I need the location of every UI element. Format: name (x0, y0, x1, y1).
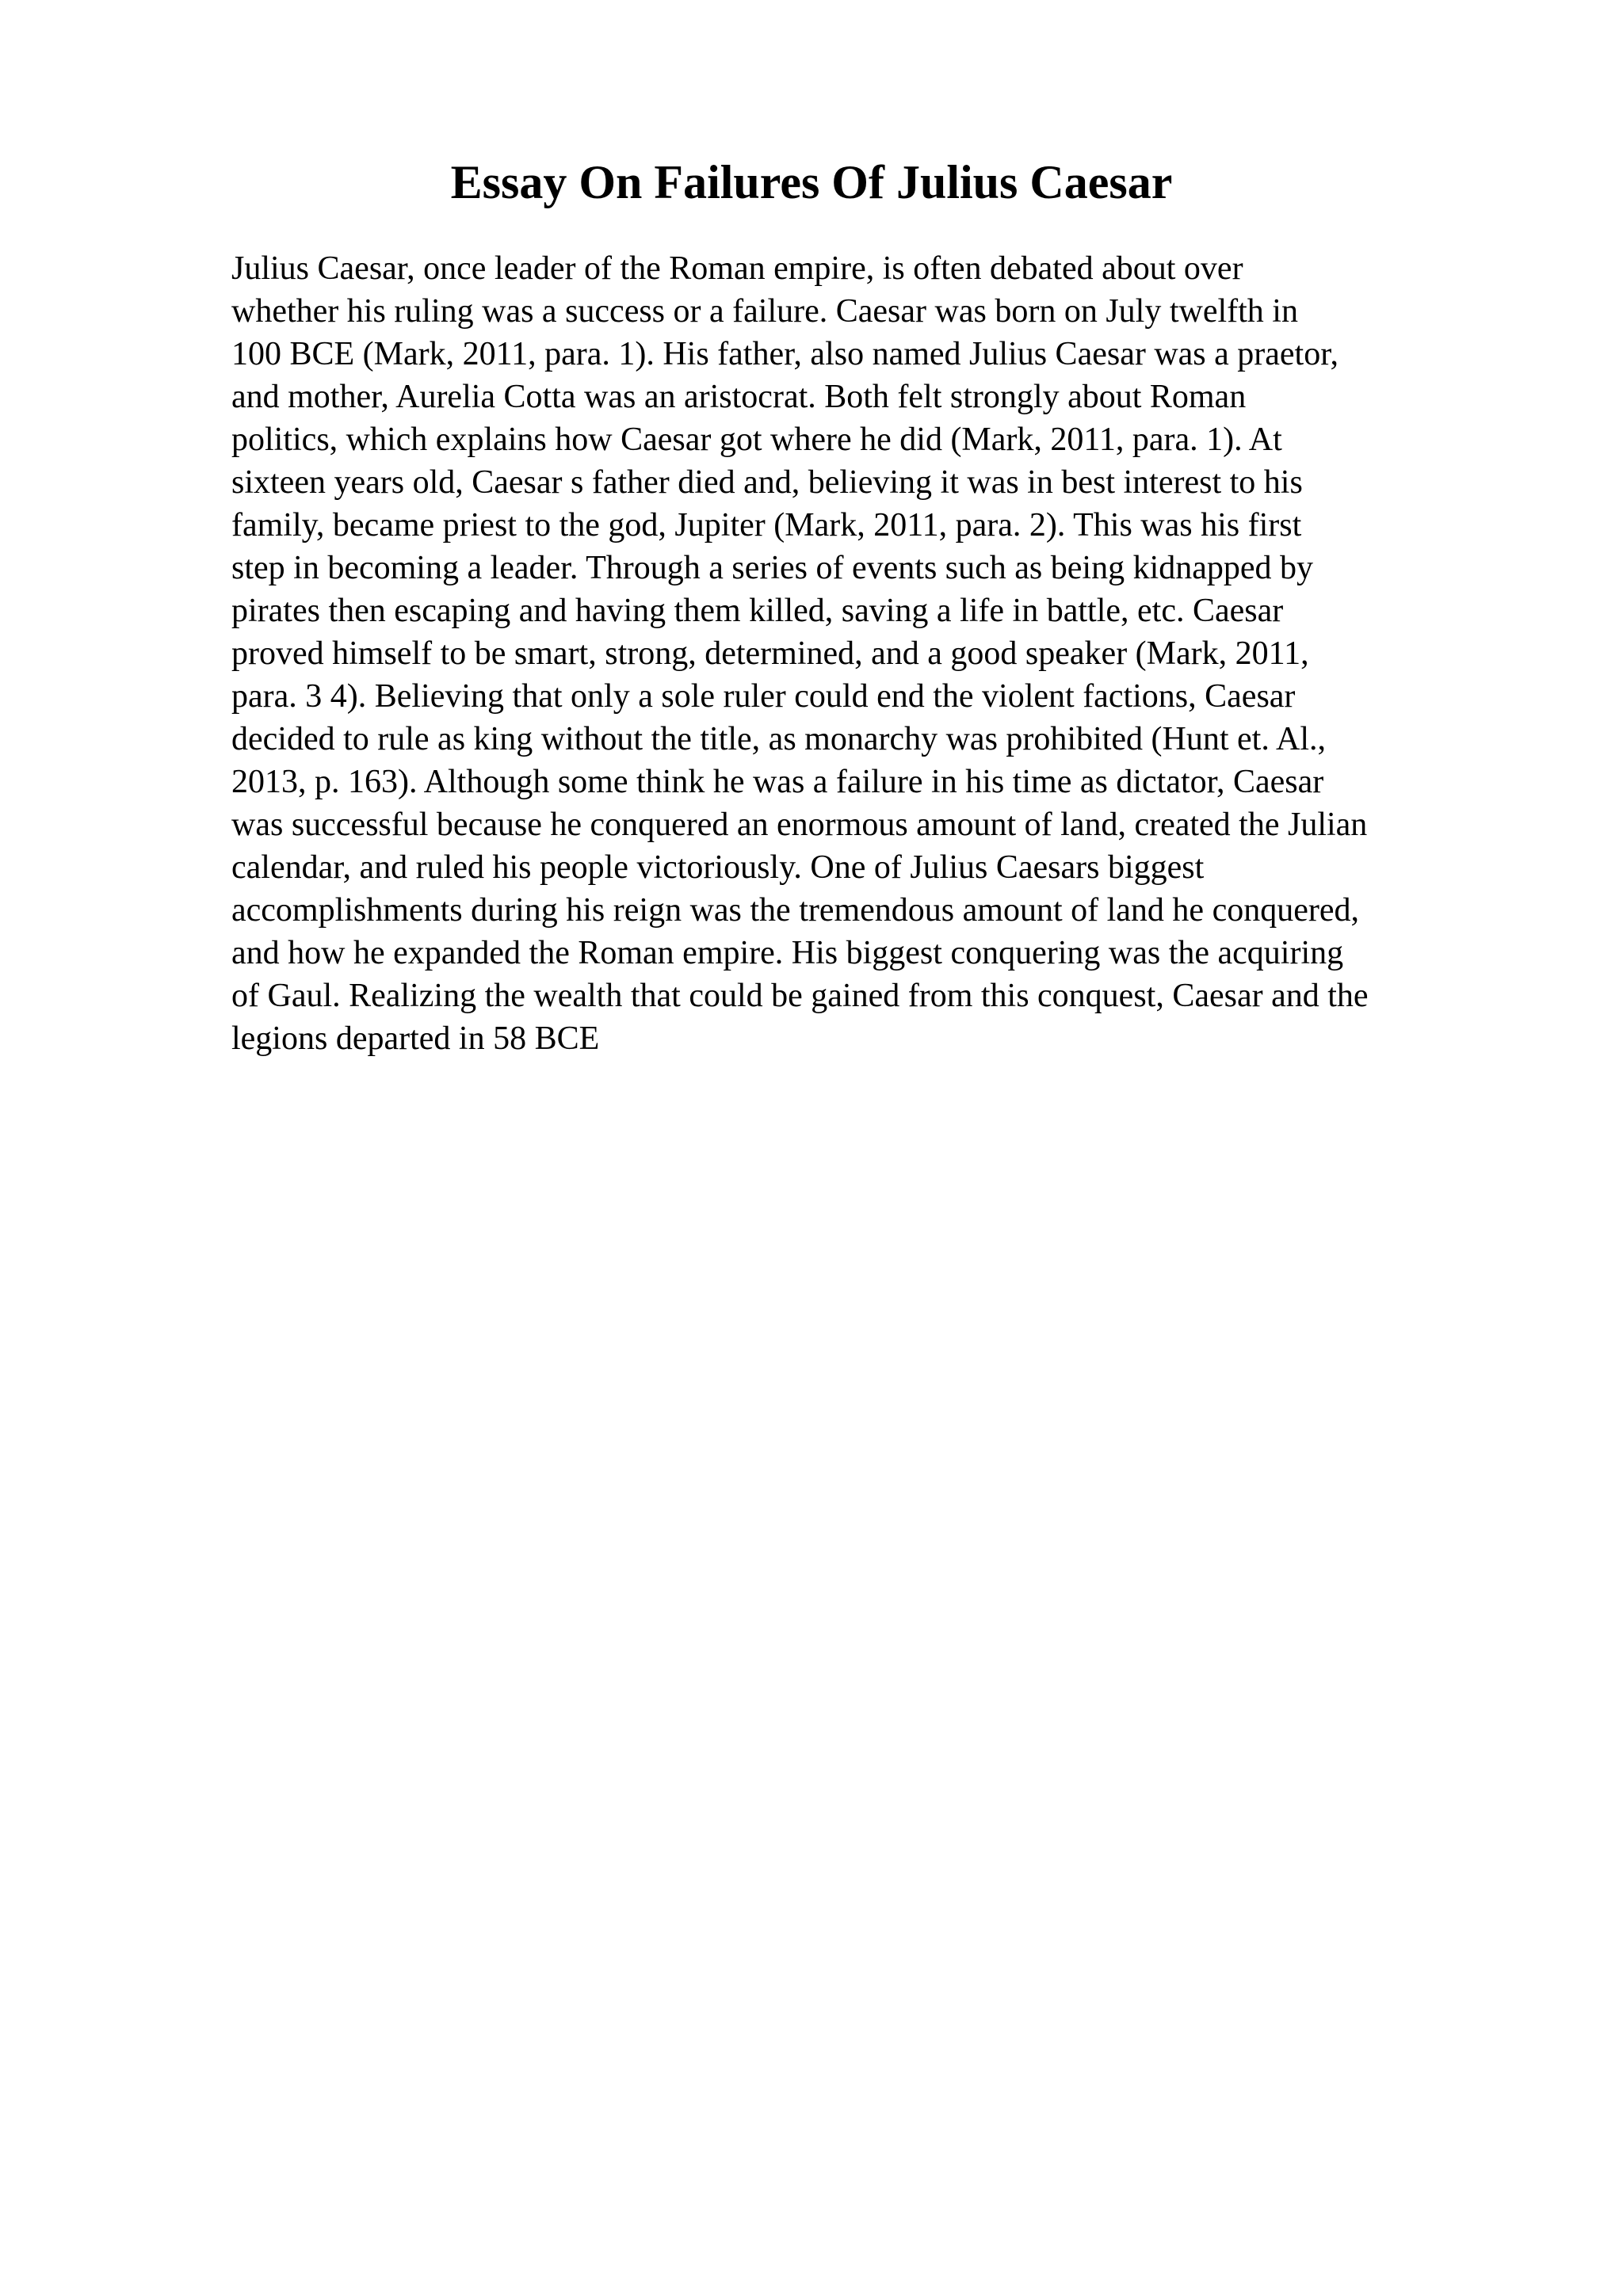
body-line: decided to rule as king without the title, as monarchy was prohibited (Hunt et. Al., (231, 721, 1327, 757)
body-line: sixteen years old, Caesar s father died and, believing it was in best interest to his (231, 464, 1303, 501)
body-line: politics, which explains how Caesar got where he did (Mark, 2011, para. 1). At (231, 421, 1282, 458)
body-line: calendar, and ruled his people victoriously. One of Julius Caesars biggest (231, 849, 1205, 886)
body-line: Julius Caesar, once leader of the Roman empire, is often debated about over (231, 250, 1243, 287)
body-line: and how he expanded the Roman empire. His biggest conquering was the acquiring (231, 935, 1344, 971)
body-line: proved himself to be smart, strong, determined, and a good speaker (Mark, 2011, (231, 635, 1309, 672)
body-line: and mother, Aurelia Cotta was an aristocrat. Both felt strongly about Roman (231, 379, 1247, 415)
body-line: was successful because he conquered an enormous amount of land, created the Julian (231, 807, 1368, 843)
body-line: 100 BCE (Mark, 2011, para. 1). His father, also named Julius Caesar was a praetor, (231, 336, 1339, 372)
body-line: 2013, p. 163). Although some think he was a failure in his time as dictator, Caesar (231, 764, 1324, 800)
body-line: of Gaul. Realizing the wealth that could be gained from this conquest, Caesar and the (231, 978, 1369, 1014)
body-line: para. 3 4). Believing that only a sole ruler could end the violent factions, Caesar (231, 678, 1296, 715)
body-line: family, became priest to the god, Jupiter (Mark, 2011, para. 2). This was his first (231, 507, 1302, 543)
body-line: step in becoming a leader. Through a series of events such as being kidnapped by (231, 550, 1314, 586)
body-line: legions departed in 58 BCE (231, 1020, 600, 1057)
body-line: accomplishments during his reign was the tremendous amount of land he conquered, (231, 892, 1359, 929)
document-title: Essay On Failures Of Julius Caesar (450, 156, 1173, 208)
document-body (231, 247, 1515, 1060)
body-line: whether his ruling was a success or a failure. Caesar was born on July twelfth in (231, 293, 1298, 330)
body-line: pirates then escaping and having them killed, saving a life in battle, etc. Caesar (231, 593, 1284, 629)
